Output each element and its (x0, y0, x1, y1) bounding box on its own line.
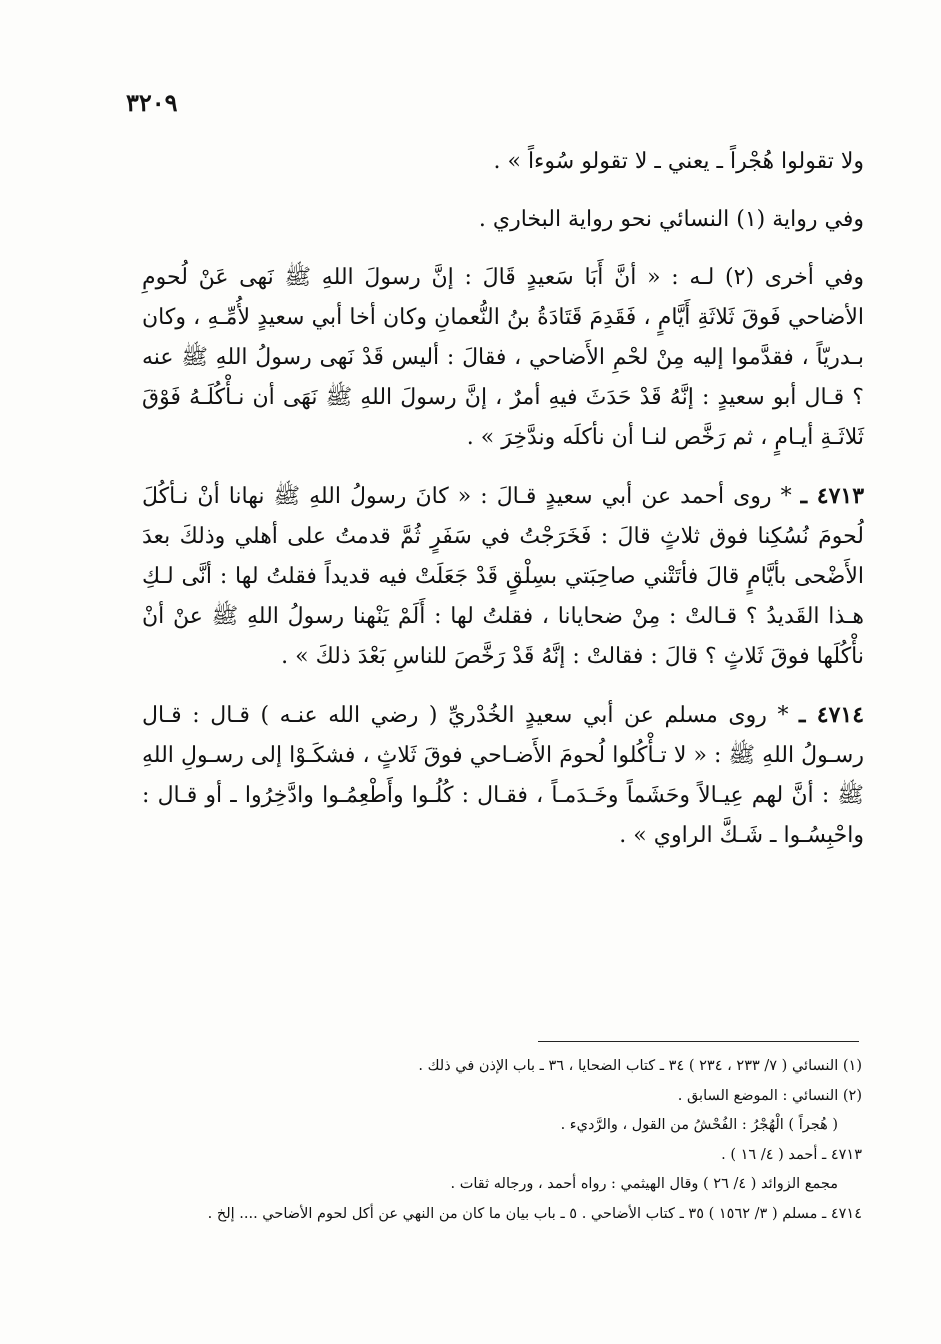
footnotes (150, 1052, 862, 1229)
paragraph-hadith-4713 (142, 476, 864, 677)
footnote-divider (538, 1041, 859, 1042)
hadith-text-4713: * روى أحمد عن أبي سعيدٍ قـالَ : « كانَ رسولُ اللهِ ﷺ نهانا أنْ نـأكُلَ لُحومَ نُسُكِنا فوق ثلاثٍ قالَ : فَخَرَجْتُ في سَفَرٍ ثُمَّ قدمتُ على أهلي وذلكَ بعدَ الأَضْحى بأيَّامٍ قالَ فأتَتْني صاحِبَتي بسِلْقٍ قَدْ جَعَلَتْ فيه قديداً فقلتُ لها : أنَّى لـكِ هـذا القَديدُ ؟ قـالتْ : مِنْ ضحايانا ، فقلتُ لها : أَلَمْ يَنْهنا رسولُ اللهِ ﷺ عنْ أنْ نأْكُلَها فوقَ ثَلاثٍ ؟ قالَ : فقالتْ : إنَّهُ قَدْ رَخَّصَ للناسِ بَعْدَ ذلكَ » . (142, 484, 864, 669)
footnote-4714: ٤٧١٤ ـ مسلم ( ٣/ ١٥٦٢ ) ٣٥ ـ كتاب الأضاحي . ٥ ـ باب بيان ما كان من النهي عن أكل لحوم الأضاحي .... إلخ . (207, 1205, 862, 1222)
footnote-2: (٢) النسائي : الموضع السابق . (677, 1087, 862, 1104)
footnote-majma: مجمع الزوائد ( ٤/ ٢٦ ) وقال الهيثمي : رواه أحمد ، ورجاله ثقات . (450, 1176, 838, 1192)
paragraph-nasai-narration: وفي رواية (١) النسائي نحو رواية البخاري . (478, 207, 864, 232)
paragraph-hadith-continuation: ولا تقولوا هُجْراً ـ يعني ـ لا تقولو سُوءاً » . (493, 149, 864, 174)
page-number: ٣٢٠٩ (126, 88, 178, 117)
paragraph-another-narration: وفي أخرى (٢) لـه : « أنَّ أَبَا سَعيدٍ قَالَ : إنَّ رسولَ اللهِ ﷺ نَهى عَنْ لُحومِ الأضاحي فَوقَ ثَلاثَةِ أَيَّامٍ ، فَقَدِمَ قَتَادَةُ بنُ النُّعمانِ وكان أخا أبي سعيدٍ لأُمِّـهِ ، وكان بـدريّاً ، فقدَّموا إليه مِنْ لحْمِ الأَضاحي ، فقالَ : أليس قَدْ نَهى رسولُ اللهِ ﷺ عنه ؟ قـال أبو سعيدٍ : إنَّهُ قَدْ حَدَثَ فيهِ أمرٌ ، إنَّ رسولَ اللهِ ﷺ نَهَى أن نـأْكُلَـهُ فَوْقَ ثَلاثَـةِ أيـامٍ ، ثم رَخَّص لنـا أن نأكلَه وندَّخِرَ » . (142, 265, 864, 450)
hadith-text-4714: * روى مسلم عن أبي سعيدٍ الخُدْريِّ ( رضي الله عنـه ) قـال : قـال رسـولُ اللهِ ﷺ : « لا تـأْكُلوا لُحومَ الأَضـاحي فوقَ ثَلاثٍ ، فشكَـوْا إلى رسـولِ اللهِ ﷺ : أنَّ لهم عِيـالاً وحَشَماً وخَـدَمـاً ، فقـال : كُلُـوا وأَطْعِمُـوا وادَّخِرُوا ـ أو قـال : واحْبِسُـوا ـ شَـكَّ الراوي » . (142, 703, 864, 848)
footnote-4713: ٤٧١٣ ـ أحمد ( ٤/ ١٦ ) . (721, 1146, 862, 1163)
main-text (142, 142, 864, 874)
footnote-1: (١) النسائي ( ٧/ ٢٣٣ ، ٢٣٤ ) ٣٤ ـ كتاب الضحايا ، ٣٦ ـ باب الإذن في ذلك . (418, 1058, 862, 1074)
footnote-gloss: ( هُجراً ) الْهُجْرُ : الفُحْشُ من القول ، والرَّديء . (560, 1117, 838, 1133)
hadith-number-4713: ٤٧١٣ ـ (800, 483, 865, 509)
paragraph-hadith-4714 (142, 695, 864, 856)
hadith-number-4714: ٤٧١٤ ـ (799, 702, 865, 728)
